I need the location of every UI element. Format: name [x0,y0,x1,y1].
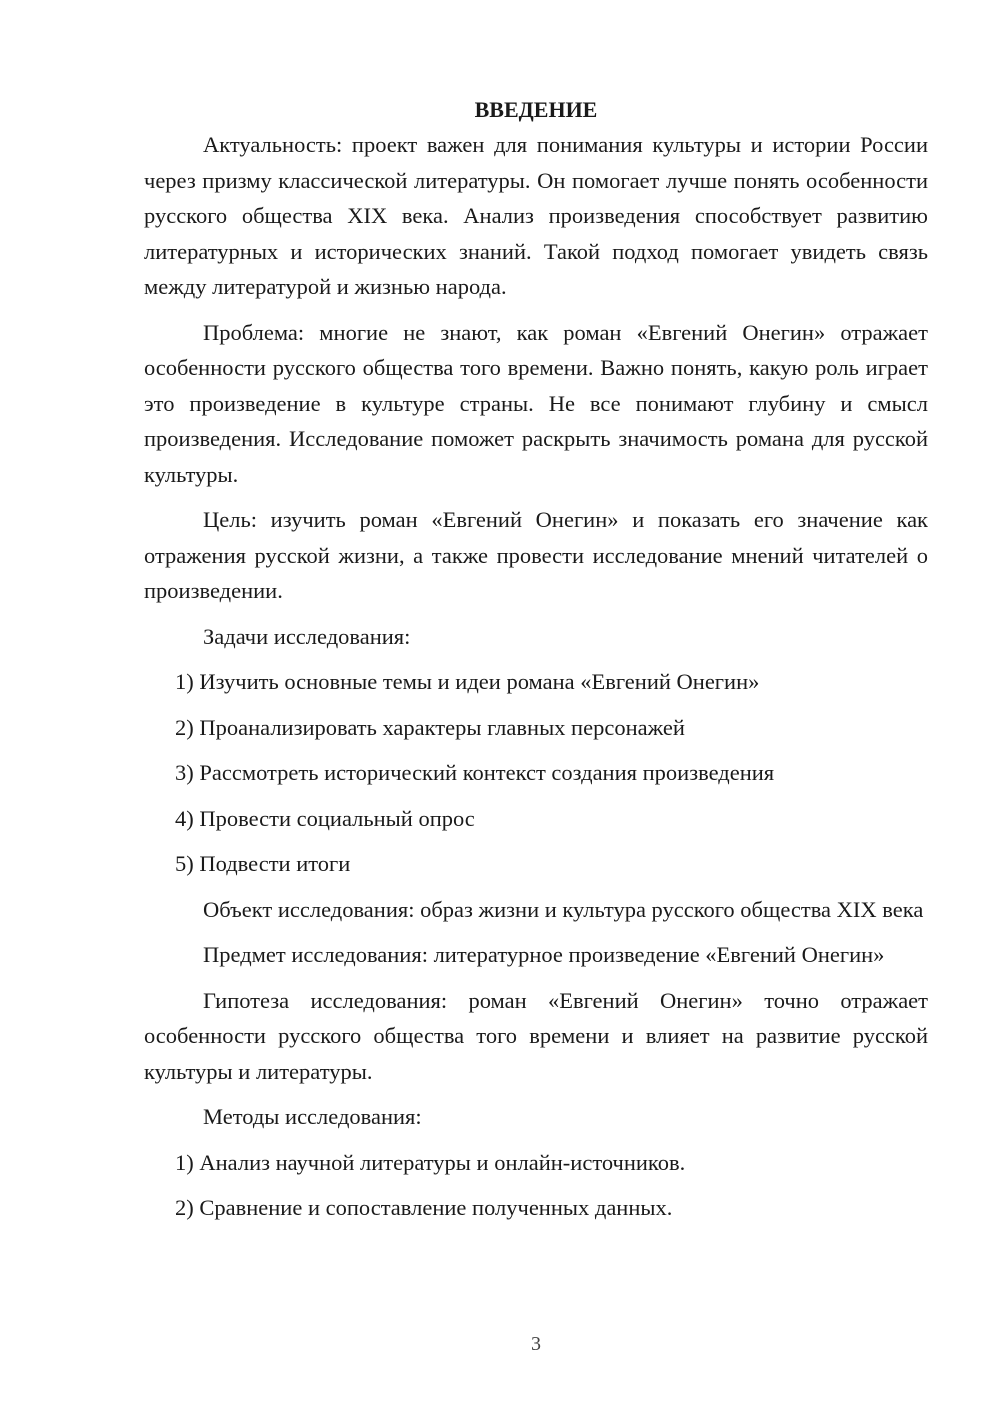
page-content [144,92,928,1236]
object-paragraph: Объект исследования: образ жизни и культура русского общества XIX века [203,896,924,922]
task-item: 1) Изучить основные темы и идеи романа «Евгений Онегин» [175,669,760,694]
tasks-heading: Задачи исследования: [203,623,411,649]
page-number: 3 [531,1333,541,1355]
task-item: 4) Провести социальный опрос [175,805,475,831]
methods-heading: Методы исследования: [203,1104,422,1129]
task-item: 2) Проанализировать характеры главных персонажей [175,714,685,740]
section-title: ВВЕДЕНИЕ [474,97,598,122]
task-item: 5) Подвести итоги [175,851,351,876]
method-item: 2) Сравнение и сопоставление полученных данных. [175,1195,673,1220]
method-item: 1) Анализ научной литературы и онлайн-источников. [175,1149,686,1175]
task-item: 3) Рассмотреть исторический контекст создания произведения [175,760,775,785]
relevance-paragraph: Актуальность: проект важен для понимания культуры и истории России через призму классической литературы. Он помогает лучше понять особенности русского общества XIX века. Анализ произведения способствует развитию литературных и исторических знаний. Такой подход помогает увидеть связь между литературой и жизнью народа. [144,132,928,299]
hypothesis-paragraph: Гипотеза исследования: роман «Евгений Онегин» точно отражает особенности русского общества того времени и влияет на развитие русской культуры и литературы. [144,987,928,1084]
subject-paragraph: Предмет исследования: литературное произведение «Евгений Онегин» [203,942,885,967]
goal-paragraph: Цель: изучить роман «Евгений Онегин» и показать его значение как отражения русской жизни, а также провести исследование мнений читателей о произведении. [144,507,928,603]
problem-paragraph: Проблема: многие не знают, как роман «Евгений Онегин» отражает особенности русского общества того времени. Важно понять, какую роль играет это произведение в культуре страны. Не все понимают глубину и смысл произведения. Исследование поможет раскрыть значимость романа для русской культуры. [144,319,928,487]
